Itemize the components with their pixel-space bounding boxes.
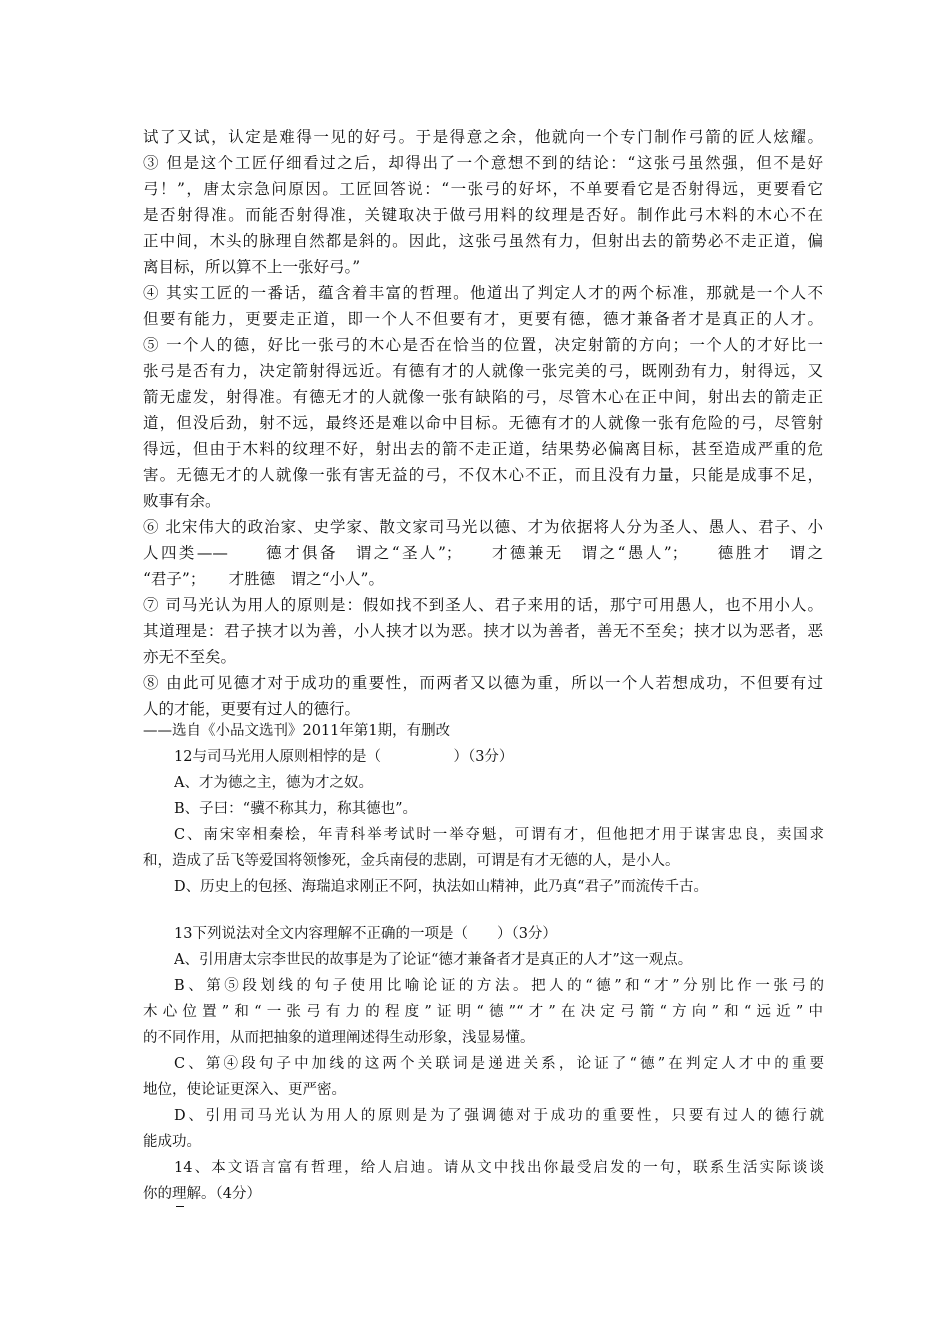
passage-p6-line: 人四类—— 德才俱备 谓之“圣人”； 才德兼无 谓之“愚人”； 德胜才 谓之 bbox=[143, 544, 823, 562]
passage-source: ——选自《小品文选刊》2011年第1期，有删改 bbox=[143, 723, 451, 739]
passage-p5-line: 败事有余。 bbox=[143, 492, 221, 510]
passage-p3-line: ③ 但是这个工匠仔细看过之后，却得出了一个意想不到的结论：“这张弓虽然强，但不是好 bbox=[143, 154, 823, 172]
passage-p4-line: 但要有能力，更要走正道，即一个人不但要有才，更要有德，德才兼备者才是真正的人才。 bbox=[143, 310, 823, 328]
passage-p5-line: ⑤ 一个人的德，好比一张弓的木心是否在恰当的位置，决定射箭的方向；一个人的才好比一 bbox=[143, 336, 823, 354]
passage-p3-line: 离目标，所以算不上一张好弓。” bbox=[143, 258, 361, 276]
question-12-option-c: C、南宋宰相秦桧，年青科举考试时一举夺魁，可谓有才，但他把才用于谋害忠良，卖国求 bbox=[174, 827, 824, 843]
question-13-option-b-cont: 的不同作用，从而把抽象的道理阐述得生动形象，浅显易懂。 bbox=[143, 1030, 535, 1046]
passage-p5-line: 害。无德无才的人就像一张有害无益的弓，不仅木心不正，而且没有力量，只能是成事不足， bbox=[143, 466, 823, 484]
question-12-option-b: B、子曰：“骥不称其力，称其德也”。 bbox=[174, 801, 417, 817]
question-12-stem: 12与司马光用人原则相悖的是（ ）（3分） bbox=[174, 749, 514, 765]
question-14-stem: 14、本文语言富有哲理，给人启迪。请从文中找出你最受启发的一句，联系生活实际谈谈 bbox=[174, 1160, 824, 1176]
passage-p8-line: ⑧ 由此可见德才对于成功的重要性，而两者又以德为重，所以一个人若想成功，不但要有过 bbox=[143, 674, 823, 692]
passage-p5-line: 道，但没后劲，射不远，最终还是难以命中目标。无德有才的人就像一张有危险的弓，尽管射 bbox=[143, 414, 823, 432]
question-13-option-a: A、引用唐太宗李世民的故事是为了论证“德才兼备者才是真正的人才”这一观点。 bbox=[174, 952, 693, 968]
passage-p3-line: 正中间，木头的脉理自然都是斜的。因此，这张弓虽然有力，但射出去的箭势必不走正道，偏 bbox=[143, 232, 823, 250]
question-13-option-d: D、引用司马光认为用人的原则是为了强调德对于成功的重要性，只要有过人的德行就 bbox=[174, 1108, 824, 1124]
passage-p5-line: 得远，但由于木料的纹理不好，射出去的箭不走正道，结果势必偏离目标，甚至造成严重的危 bbox=[143, 440, 823, 458]
passage-p7-line: 亦无不至矣。 bbox=[143, 648, 237, 666]
passage-p6-line: “君子”； 才胜德 谓之“小人”。 bbox=[143, 570, 384, 588]
question-12-option-d: D、历史上的包拯、海瑞追求刚正不阿，执法如山精神，此乃真“君子”而流传千古。 bbox=[174, 879, 708, 895]
question-13-stem: 13下列说法对全文内容理解不正确的一项是（ ）（3分） bbox=[174, 926, 557, 942]
question-13-option-c-cont: 地位，使论证更深入、更严密。 bbox=[143, 1082, 346, 1098]
question-13-option-b: B、第⑤段划线的句子使用比喻论证的方法。把人的“德”和“才”分别比作一张弓的 bbox=[174, 978, 824, 994]
passage-p5-line: 张弓是否有力，决定箭射得远近。有德有才的人就像一张完美的弓，既刚劲有力，射得远，又 bbox=[143, 362, 823, 380]
question-13-option-d-cont: 能成功。 bbox=[143, 1134, 201, 1150]
question-12-option-c-cont: 和，造成了岳飞等爱国将领惨死，金兵南侵的悲剧，可谓是有才无德的人，是小人。 bbox=[143, 853, 680, 869]
question-12-option-a: A、才为德之主，德为才之奴。 bbox=[174, 775, 373, 791]
question-14-stem-cont: 你的理解。（4分） bbox=[143, 1186, 261, 1202]
question-13-option-c: C、第④段句子中加线的这两个关联词是递进关系，论证了“德”在判定人才中的重要 bbox=[174, 1056, 824, 1072]
passage-p7-line: ⑦ 司马光认为用人的原则是：假如找不到圣人、君子来用的话，那宁可用愚人，也不用小人。 bbox=[143, 596, 823, 614]
passage-p8-line: 人的才能，更要有过人的德行。 bbox=[143, 700, 361, 718]
passage-p5-line: 箭无虚发，射得准。有德无才的人就像一张有缺陷的弓，尽管木心在正中间，射出去的箭走正 bbox=[143, 388, 823, 406]
passage-p4-line: ④ 其实工匠的一番话，蕴含着丰富的哲理。他道出了判定人才的两个标准，那就是一个人不 bbox=[143, 284, 823, 302]
passage-p6-line: ⑥ 北宋伟大的政治家、史学家、散文家司马光以德、才为依据将人分为圣人、愚人、君子、小 bbox=[143, 518, 823, 536]
passage-p3-line: 是否射得准。而能否射得准，关键取决于做弓用料的纹理是否好。制作此弓木料的木心不在 bbox=[143, 206, 823, 224]
question-13-option-b-cont: 木心位置”和“一张弓有力的程度”证明“德”“才”在决定弓箭“方向”和“远近”中 bbox=[143, 1004, 823, 1020]
answer-blank-line bbox=[176, 1206, 184, 1207]
passage-p7-line: 其道理是：君子挟才以为善，小人挟才以为恶。挟才以为善者，善无不至矣；挟才以为恶者，恶 bbox=[143, 622, 823, 640]
passage-p2-tail: 试了又试，认定是难得一见的好弓。于是得意之余，他就向一个专门制作弓箭的匠人炫耀。 bbox=[143, 128, 823, 146]
passage-p3-line: 弓！”，唐太宗急问原因。工匠回答说：“一张弓的好坏，不单要看它是否射得远，更要看它 bbox=[143, 180, 823, 198]
